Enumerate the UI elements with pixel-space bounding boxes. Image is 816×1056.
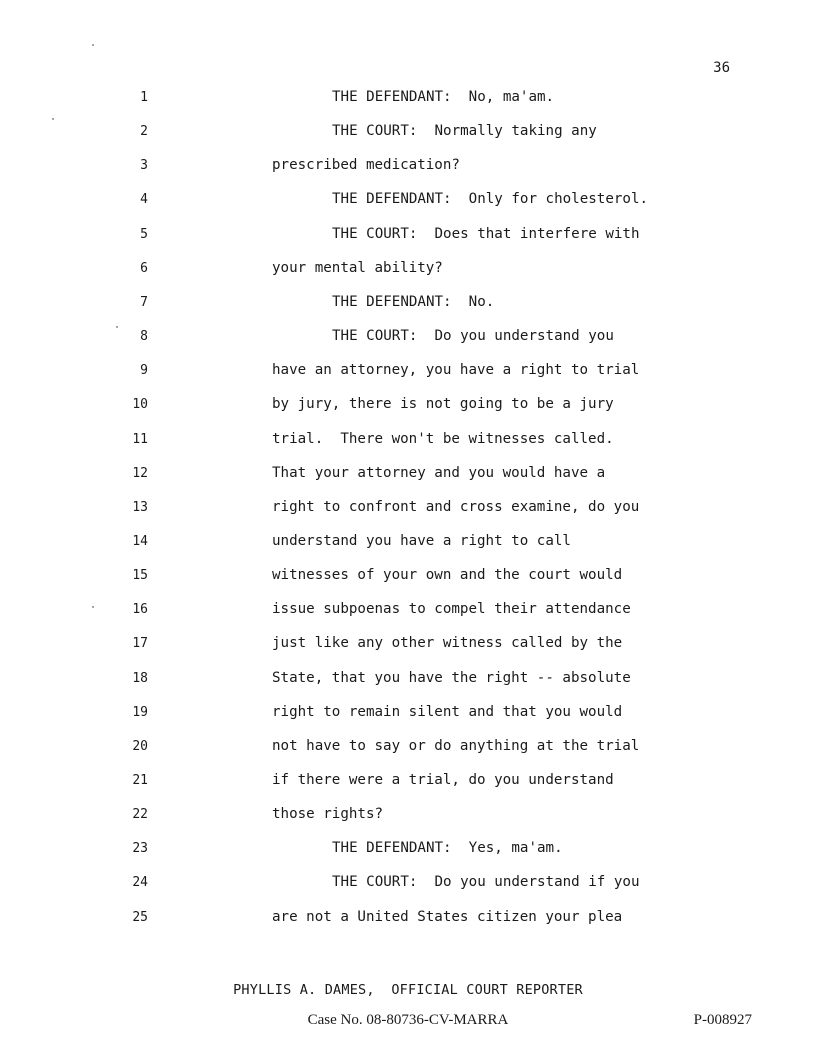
- line-text: THE COURT: Does that interfere with: [332, 225, 640, 242]
- scan-speck: [52, 118, 54, 120]
- line-text: if there were a trial, do you understand: [272, 772, 614, 788]
- line-text: THE DEFENDANT: Yes, ma'am.: [332, 840, 563, 857]
- transcript-line: [0, 699, 816, 733]
- transcript-line: [0, 255, 816, 289]
- line-text: understand you have a right to call: [272, 532, 571, 549]
- line-text: issue subpoenas to compel their attendance: [272, 601, 631, 618]
- transcript-line: [0, 596, 816, 630]
- transcript-line: [0, 665, 816, 699]
- line-text: witnesses of your own and the court would: [272, 567, 623, 584]
- line-number: 10: [132, 397, 148, 413]
- transcript-line: [0, 323, 816, 357]
- line-text: THE DEFENDANT: No, ma'am.: [332, 89, 555, 105]
- line-text: are not a United States citizen your plea: [272, 908, 623, 925]
- transcript-line: [0, 801, 816, 835]
- line-number: 21: [132, 773, 148, 788]
- line-number: 12: [132, 465, 148, 481]
- transcript-line: [0, 528, 816, 562]
- line-number: 7: [140, 294, 148, 310]
- line-number: 5: [140, 226, 148, 242]
- court-reporter-footer: PHYLLIS A. DAMES, OFFICIAL COURT REPORTER: [233, 982, 583, 998]
- line-number: 18: [132, 670, 148, 686]
- line-number: 19: [132, 704, 148, 720]
- line-number: 23: [132, 841, 148, 857]
- line-number: 15: [132, 568, 148, 584]
- scan-speck: [92, 606, 94, 608]
- page-number: 36: [713, 60, 730, 76]
- line-number: 13: [132, 499, 148, 515]
- line-text: THE DEFENDANT: No.: [332, 293, 495, 310]
- line-number: 6: [140, 260, 148, 276]
- line-number: 22: [132, 807, 148, 823]
- line-number: 11: [132, 431, 148, 447]
- line-number: 8: [140, 329, 148, 345]
- line-text: THE COURT: Do you understand you: [332, 328, 614, 345]
- line-text: those rights?: [272, 806, 384, 823]
- transcript-line: [0, 460, 816, 494]
- line-number: 20: [132, 738, 148, 754]
- line-text: THE COURT: Do you understand if you: [332, 874, 640, 891]
- line-number: 16: [132, 602, 148, 618]
- transcript-line: [0, 118, 816, 152]
- line-number: 17: [132, 636, 148, 652]
- line-text: That your attorney and you would have a: [272, 464, 606, 481]
- scan-speck: [92, 44, 94, 46]
- line-number: 2: [140, 124, 148, 140]
- transcript-line: [0, 494, 816, 528]
- transcript-line: [0, 357, 816, 391]
- line-text: by jury, there is not going to be a jury: [272, 396, 614, 413]
- transcript-line: [0, 186, 816, 220]
- line-number: 1: [140, 90, 148, 105]
- line-number: 9: [140, 363, 148, 379]
- line-number: 3: [140, 158, 148, 174]
- transcript-line: [0, 904, 816, 938]
- line-text: prescribed medication?: [272, 157, 460, 174]
- transcript-line: [0, 391, 816, 425]
- line-text: not have to say or do anything at the trial: [272, 737, 640, 754]
- transcript-line: [0, 84, 816, 118]
- line-text: right to confront and cross examine, do you: [272, 498, 640, 515]
- line-text: have an attorney, you have a right to trial: [272, 362, 640, 379]
- transcript-line: [0, 426, 816, 460]
- line-text: just like any other witness called by the: [272, 635, 623, 652]
- transcript-line: [0, 562, 816, 596]
- transcript-line: [0, 767, 816, 801]
- line-text: State, that you have the right -- absolute: [272, 669, 631, 686]
- line-number: 4: [140, 192, 148, 208]
- case-number: Case No. 08-80736-CV-MARRA: [307, 1012, 509, 1028]
- transcript-line: [0, 221, 816, 255]
- line-text: THE COURT: Normally taking any: [332, 123, 597, 140]
- bates-number: P-008927: [693, 1012, 752, 1028]
- line-text: THE DEFENDANT: Only for cholesterol.: [332, 191, 649, 208]
- transcript-line: [0, 733, 816, 767]
- line-number: 24: [132, 875, 148, 891]
- scan-speck: [116, 326, 118, 328]
- line-number: 25: [132, 909, 148, 925]
- line-text: your mental ability?: [272, 259, 443, 276]
- line-text: right to remain silent and that you would: [272, 703, 623, 720]
- line-text: trial. There won't be witnesses called.: [272, 430, 614, 447]
- transcript-line: [0, 869, 816, 903]
- transcript-line: [0, 152, 816, 186]
- transcript-line: [0, 289, 816, 323]
- transcript-line: [0, 835, 816, 869]
- transcript-line: [0, 630, 816, 664]
- line-number: 14: [132, 533, 148, 549]
